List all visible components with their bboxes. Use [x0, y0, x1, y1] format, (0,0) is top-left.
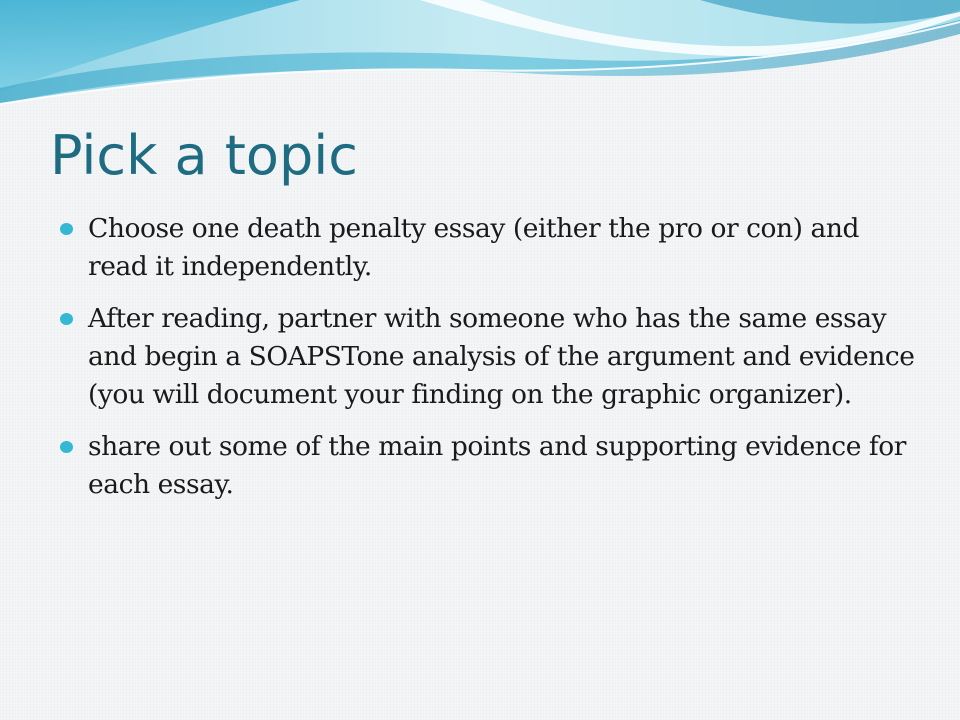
bullet-list — [60, 210, 920, 518]
bullet-item — [60, 210, 920, 286]
bullet-item — [60, 300, 920, 414]
bullet-text: Choose one death penalty essay (either the pro or con) and read it independently. — [88, 213, 859, 282]
bullet-text: After reading, partner with someone who has the same essay and begin a SOAPSTone analysis of the argument and evidence (you will document your finding on the graphic organizer). — [88, 303, 915, 410]
wave-header-icon — [0, 0, 960, 112]
slide-title: Pick a topic — [50, 124, 358, 187]
bullet-item — [60, 428, 920, 504]
round-bullet-icon — [60, 223, 73, 235]
round-bullet-icon — [60, 313, 73, 325]
bullet-text: share out some of the main points and supporting evidence for each essay. — [88, 431, 906, 500]
round-bullet-icon — [60, 441, 73, 453]
